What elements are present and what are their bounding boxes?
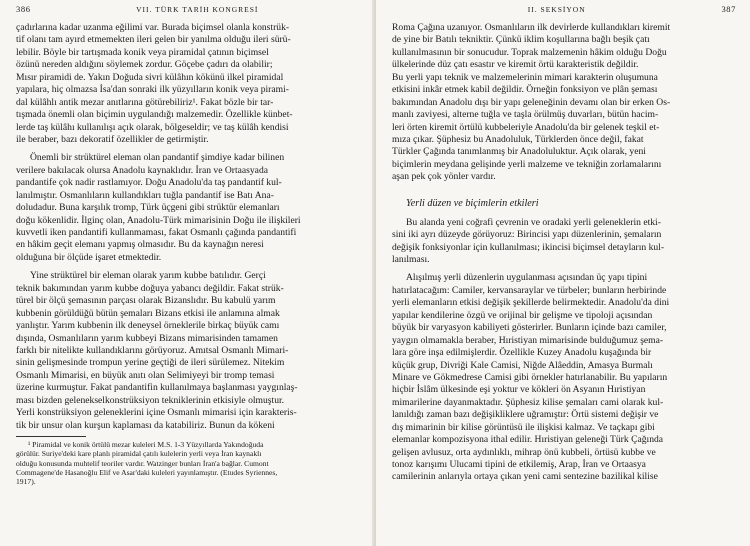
- footnote-line: 1917).: [16, 477, 36, 487]
- right-page-number: 387: [721, 4, 736, 14]
- text-line: lanılması.: [392, 254, 430, 265]
- text-line: ile beraber, bazı dekoratif özellikler de getirmiştir.: [16, 133, 209, 145]
- text-line: yaygın olmamakla beraber, Hıristiyan mimarisinde bulduğumuz şema-: [392, 334, 664, 346]
- text-line: camilerinin anlarıyla ortaya çıkan yeni cami sentezine bazilikal kilise: [392, 471, 658, 483]
- text-line: kubbenin görüldüğü bütün şemaları Bizans etkisi ile anlamına almak: [16, 307, 280, 319]
- text-line: teknik bakımından yarım kubbe doğuya yabancı değildir. Fakat strük-: [16, 282, 284, 294]
- text-line: de yine bir Batılı tekniktir. Çünkü iklim koşullarına bağlı beşik çatı: [392, 34, 650, 46]
- text-line: dal külâhlı antik mezar anıtlarına götürebiliriz¹. Fakat bözle bir tar-: [16, 96, 274, 108]
- text-line: lebilir. Böyle bir tartışmada konik veya piramidal çatının biçimsel: [16, 46, 269, 58]
- text-line: en hâkim geçit elemanı yapmış olmasıdır. Bu da kaynağın neresi: [16, 239, 264, 251]
- text-line: Yerli konstrüksiyon geleneklerini içine Osmanlı mimarisi için karakteris-: [16, 407, 297, 419]
- text-line: biçimlerin meydana gelişinde yerli malzeme ve tekniğin zorlamalarını: [392, 158, 662, 170]
- left-paragraph-3: [16, 270, 364, 432]
- text-line: lanılmıştır. Osmanlıların kullandıkları tuğla pandantif ise Batı Ana-: [16, 189, 274, 201]
- text-line: Yine strüktürel bir eleman olarak yarım kubbe batılıdır. Gerçi: [30, 270, 266, 282]
- right-paragraph-3: [392, 272, 736, 483]
- text-line: yerli elemanların etkisi değişik şekillerde belirmektedir. Anadolu'da dini: [392, 297, 670, 309]
- right-page: [376, 0, 750, 546]
- text-line: gelişen avlusuz, orta aydınlıklı, mihrap önü kubbeli, örtüsü kubbe ve: [392, 446, 656, 458]
- left-body-text: [16, 22, 364, 432]
- text-line: özünü nereden aldığını söylemek zordur. Göçebe çadırı da olabilir;: [16, 59, 273, 71]
- footnote-line: olduğu konusunda muhtelif teoriler vardır. Watzinger bunları İran'a bağlar. Cumont: [16, 458, 269, 468]
- text-line: yanlıştır. Yarım kubbenin ilk deneysel örneklerile birkaç büyük camı: [16, 320, 280, 332]
- text-line: tışmada önemli olan biçimin uygulandığı malzemedir. Özellikle künbet-: [16, 109, 293, 121]
- text-line: sinin gelişmesinde trompun yerine geçtiği de ileri sürülemez. Nitekim: [16, 357, 285, 369]
- text-line: olduğuna bir ölçüde işaret etmektedir.: [16, 251, 162, 263]
- text-line: bakımından Anadolu dışı bir yapı geleneğinin devamı olan bir erken Os-: [392, 96, 671, 108]
- text-line: Türkler Çağında tanımlanmış bir Anadoluluktur. Açık olarak, yeni: [392, 146, 646, 158]
- footnote-line: Commagene'de Hasanoğlu Elif ve Asar'daki kuleleri yayınlamıştır. (Etudes Syriennes,: [16, 467, 278, 477]
- text-line: lara göre inşa edilmişlerdir. Özellikle Kuzey Anadolu kuşağında bir: [392, 347, 652, 359]
- text-line: mimarilerine dayanmaktadır. Şüphesiz kilise şemaları cami olarak kul-: [392, 396, 664, 408]
- text-line: ması bizden gelenekselkonstrüksiyon tekniklerinin etkisiyle olmuştur.: [16, 394, 285, 406]
- text-line: küçük grup, Divriği Kale Camisi, Niğde Alâeddin, Amasya Burmalı: [392, 359, 653, 371]
- left-paragraph-2: [16, 152, 364, 264]
- text-line: Bu alanda yeni coğrafi çevrenin ve oradaki yerli geleneklerin etki-: [406, 216, 661, 228]
- text-line: üzerine kurmuştur. Fakat pandantifin kullanılmaya başlanması yaygınlaş-: [16, 382, 298, 394]
- section-heading: Yerli düzen ve biçimlerin etkileri: [406, 197, 539, 209]
- right-page-header: [392, 4, 736, 16]
- text-line: türel bir ölçü şemasının parçası olarak Bizanslıdır. Bu kabulü yarım: [16, 295, 276, 307]
- left-running-head: VII. TÜRK TARİH KONGRESİ: [136, 5, 259, 14]
- text-line: Mısır piramidi de. Yakın Doğuda sivri külâhın kökünü ilkel piramidal: [16, 71, 284, 83]
- text-line: aşan pek çok yönler vardır.: [392, 171, 496, 183]
- text-line: kullanılmasının bir sonucudur. Toprak malzemenin hâkim olduğu Doğu: [392, 46, 667, 58]
- text-line: manlı zaviyesi, alterne tuğla ve taşla örülmüş duvarları, bütün hacim-: [392, 109, 659, 121]
- text-line: sini iki ayrı düzeyde görüyoruz: Birincisi yapı düzenlerinin, şemaların: [392, 229, 662, 241]
- text-line: doğu kökenlidir. İlginç olan, Anadolu-Türk mimarisinin Doğu ile ilişkileri: [16, 214, 301, 226]
- text-line: Roma Çağına uzanıyor. Osmanlıların ilk devirlerde kullandıkları kiremit: [392, 22, 671, 33]
- right-running-head: II. SEKSİYON: [527, 5, 586, 14]
- text-line: yapılar kendilerine özgü ve orijinal bir gelişme ve tipoloji açısından: [392, 309, 653, 321]
- footnote-line: görülür. Suriye'deki kare planlı piramidal çatılı kulelerin yerli veya İran kaynaklı: [16, 449, 262, 459]
- text-line: ülkelerinde düz çatı esastır ve kiremit örtü karakteristik değildir.: [392, 59, 639, 71]
- text-line: doludadur. Buna karşılık tromp, Türk üçgeni gibi strüktür elemanları: [16, 202, 280, 214]
- text-line: Alışılmış yerli düzenlerin uygulanması açısından üç yapı tipini: [406, 272, 648, 284]
- text-line: Bu yerli yapı teknik ve malzemelerinin mimari karakterin oluşumuna: [392, 71, 658, 83]
- right-paragraph-1: [392, 22, 736, 184]
- left-paragraph-1: [16, 22, 364, 146]
- left-page-number: 386: [16, 4, 31, 14]
- text-line: leri örten kiremit örtülü kubbeleriyle Anadolu'da bir gelenek teşkil et-: [392, 121, 660, 133]
- text-line: lanıldığı zaman bazı değişikliklere uğramıştır: Örtü sistemi değişir ve: [392, 409, 659, 421]
- text-line: pandantife çok nadir rastlamıyor. Doğu Anadolu'da taş pandantif kul-: [16, 177, 282, 189]
- text-line: dış mimarinin bir kilise görüntüsü ile ilişkisi kalmaz. Ve taçkapı gibi: [392, 421, 655, 433]
- text-line: kuvvetli iken pandantifi kullanmaması, fakat Osmanlı çağında pandantifi: [16, 227, 297, 238]
- text-line: tonoz karışımı Ulucami tipini de etkilemiş, Arap, İran ve Ortaasya: [392, 459, 646, 470]
- text-line: değişik fonksiyonlar için kullanılması; ikincisi biçimsel detayların kul-: [392, 241, 665, 253]
- text-line: verilere bakılacak olursa Anadolu kaynaklıdır. İran ve Ortaasyada: [16, 164, 268, 176]
- right-paragraph-2: [392, 217, 736, 267]
- text-line: hatırlatacağım: Camiler, kervansaraylar ve türbeler; bunların herbirinde: [392, 284, 667, 296]
- text-line: tif olanı tam ayırd etmemekten ileri gelen bir yanılma olduğu ileri sürü-: [16, 34, 291, 46]
- footnote-rule: [16, 436, 86, 437]
- right-body-text: [392, 22, 736, 484]
- text-line: hiçbir İslâm ülkesinde eşi yoktur ve kökleri ön Asyanın Hıristiyan: [392, 384, 646, 396]
- text-line: Minare ve Gökmedrese Camisi gibi örnekler hatırlanabilir. Bu yapıların: [392, 371, 668, 383]
- text-line: çadırlarına kadar uzanma eğilimi var. Burada biçimsel olanla konstrük-: [16, 22, 290, 33]
- footnote: [16, 440, 364, 486]
- text-line: lerde taş külâhı kullanılışı açık olarak, bölgeseldir; ve taş külâh kendisi: [16, 121, 289, 133]
- text-line: Osmanlı Mimarisi, en büyük anıtı olan Selimiyeyi bir tromp temasi: [16, 369, 275, 381]
- text-line: etkisini inkâr etmek kabil değildir. Örneğin fonksiyon ve plân şeması: [392, 84, 658, 96]
- text-line: Önemli bir strüktürel eleman olan pandantif şimdiye kadar bilinen: [30, 152, 285, 164]
- left-page-header: [16, 4, 364, 16]
- text-line: büyük bir varyasyon kabiliyeti gösterirler. Bunların içinde bazı camiler,: [392, 322, 667, 334]
- text-line: elemanlar kompozisyona ithal edilir. Hıristiyan geleneği Türk Çağında: [392, 434, 664, 446]
- text-line: mıza çıkar. Şüphesiz bu Anadoluluk, Türklerden önce değil, fakat: [392, 133, 644, 145]
- text-line: dışında, Osmanlıların yarım kubbeyi Bizans mimarisinden tamamen: [16, 332, 278, 344]
- footnote-line: ¹ Piramidal ve konik örtülü mezar kuleleri M.S. 1-3 Yüzyıllarda Yakındoğuda: [28, 440, 264, 449]
- text-line: farklı bir nitelikte kullandıklarını görüyoruz. Amıtsal Osmanlı Mimari-: [16, 344, 289, 356]
- text-line: tik bir unsur olan kurşun kaplaması da katabiliriz. Bunun da kökeni: [16, 419, 275, 431]
- text-line: yapılara, hiç olmazsa İsa'dan sonraki ilk yüzyılların konik veya pirami-: [16, 84, 289, 96]
